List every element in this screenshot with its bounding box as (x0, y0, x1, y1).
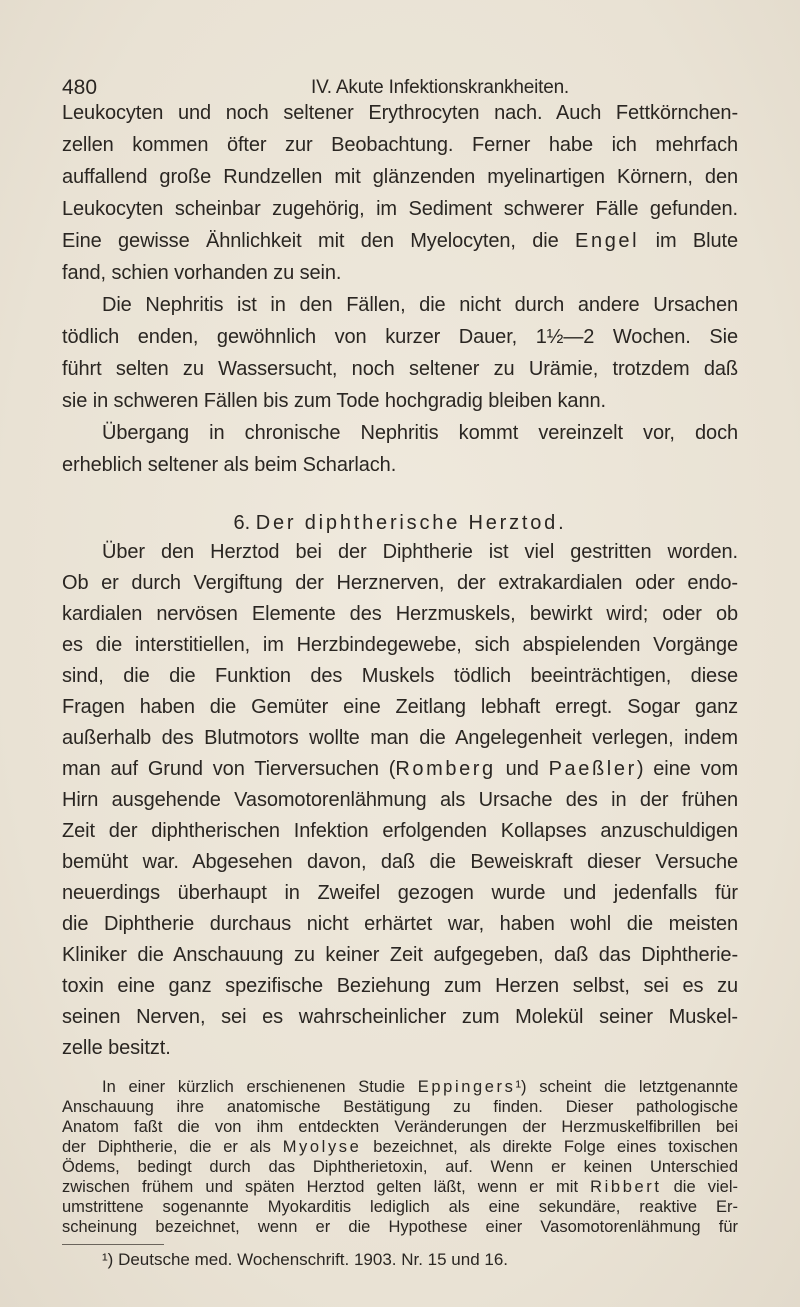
footnote-rule (62, 1244, 164, 1245)
text-segment: ) eine vom (636, 758, 739, 780)
text-segment: umstrittene sogenannte Myokarditis lediglich als eine sekundäre, reaktive Er- (62, 1198, 738, 1216)
text-segment: führt selten zu Wassersucht, noch seltener zu Urämie, trotzdem daß (62, 358, 738, 380)
text-segment: die viel- (661, 1178, 738, 1196)
text-line (62, 1178, 738, 1197)
text-segment: toxin eine ganz spezifische Beziehung zum Herzen selbst, sei es zu (62, 975, 738, 997)
spaced-name: Eppingers (417, 1078, 516, 1096)
text-segment: Über den Herztod bei der Diphtherie ist viel gestritten worden. (102, 541, 738, 563)
text-segment: erheblich seltener als beim Scharlach. (62, 454, 397, 476)
text-segment: fand, schien vorhanden zu sein. (62, 262, 342, 284)
text-segment: sie in schweren Fällen bis zum Tode hochgradig bleiben kann. (62, 390, 606, 412)
spaced-name: Myolyse (282, 1138, 362, 1156)
text-line (62, 665, 738, 688)
text-segment: seinen Nerven, sei es wahrscheinlicher zum Molekül seiner Muskel- (62, 1006, 738, 1028)
text-line (62, 975, 738, 998)
text-segment: Leukocyten und noch seltener Erythrocyten nach. Auch Fettkörnchen- (62, 102, 738, 124)
text-line (62, 1218, 738, 1237)
text-line (62, 758, 738, 781)
text-line (62, 134, 738, 157)
text-segment: bemüht war. Abgesehen davon, daß die Beweiskraft dieser Versuche (62, 851, 738, 873)
text-segment: Anschauung ihre anatomische Bestätigung zu finden. Dieser pathologische (62, 1098, 738, 1116)
text-segment: tödlich enden, gewöhnlich von kurzer Dauer, 1½—2 Wochen. Sie (62, 326, 738, 348)
running-header: IV. Akute Infektionskrankheiten. (311, 77, 570, 98)
text-segment: Hirn ausgehende Vasomotorenlähmung als Ursache des in der frühen (62, 789, 738, 811)
text-segment: zellen kommen öfter zur Beobachtung. Ferner habe ich mehrfach (62, 134, 738, 156)
text-line (62, 294, 738, 317)
footnote (102, 1250, 508, 1270)
text-segment: der Diphtherie, die er als (62, 1138, 283, 1156)
text-segment: sind, die die Funktion des Muskels tödlich beeinträchtigen, diese (62, 665, 738, 687)
text-segment: man auf Grund von Tierversuchen ( (62, 758, 396, 780)
footnote-text: Deutsche med. Wochenschrift. 1903. Nr. 15 und 16. (118, 1250, 509, 1269)
text-segment: Leukocyten scheinbar zugehörig, im Sediment schwerer Fälle gefunden. (62, 198, 738, 220)
text-segment: Anatom faßt die von ihm entdeckten Veränderungen der Herzmuskelfibrillen bei (62, 1118, 738, 1136)
text-line (62, 102, 738, 125)
section-heading (0, 512, 800, 535)
text-line (62, 789, 738, 812)
text-segment: im Blute (639, 230, 738, 252)
text-segment: scheinung bezeichnet, wenn er die Hypothese einer Vasomotorenlähmung für (62, 1218, 738, 1236)
section-number: 6. (233, 512, 251, 534)
page-number: 480 (62, 76, 98, 99)
spaced-name: Ribbert (590, 1178, 662, 1196)
text-line (62, 1198, 738, 1217)
text-segment: ¹) scheint die letztgenannte (515, 1078, 738, 1096)
text-line (62, 913, 738, 936)
text-line (62, 1138, 738, 1157)
footnote-marker: ¹) (102, 1250, 114, 1269)
text-segment: Die Nephritis ist in den Fällen, die nicht durch andere Ursachen (102, 294, 738, 316)
text-line (62, 944, 738, 967)
spaced-name: Engel (575, 230, 640, 252)
text-line (62, 358, 738, 381)
text-line (62, 820, 738, 843)
text-line (62, 851, 738, 874)
text-line (62, 1158, 738, 1177)
text-line (62, 454, 738, 477)
text-line (62, 541, 738, 564)
text-line (62, 262, 738, 285)
text-line (62, 1098, 738, 1117)
text-line (62, 696, 738, 719)
text-segment: Ödems, bedingt durch das Diphtherietoxin, auf. Wenn er keinen Unterschied (62, 1158, 738, 1176)
text-segment: Eine gewisse Ähnlichkeit mit den Myelocyten, die (62, 230, 576, 252)
spaced-name: Paeßler (548, 758, 637, 780)
text-segment: kardialen nervösen Elemente des Herzmuskels, bewirkt wird; oder ob (62, 603, 738, 625)
text-line (62, 882, 738, 905)
spaced-name: Romberg (395, 758, 496, 780)
text-segment: neuerdings überhaupt in Zweifel gezogen wurde und jedenfalls für (62, 882, 738, 904)
text-line (62, 166, 738, 189)
text-segment: Zeit der diphtherischen Infektion erfolgenden Kollapses anzuschuldigen (62, 820, 738, 842)
text-segment: zwischen frühem und späten Herztod gelten läßt, wenn er mit (62, 1178, 591, 1196)
text-segment: auffallend große Rundzellen mit glänzenden myelinartigen Körnern, den (62, 166, 738, 188)
text-segment: zelle besitzt. (62, 1037, 171, 1059)
text-line (62, 1006, 738, 1029)
text-line (62, 422, 738, 445)
text-segment: Fragen haben die Gemüter eine Zeitlang lebhaft erregt. Sogar ganz (62, 696, 738, 718)
text-line (62, 326, 738, 349)
text-segment: bezeichnet, als direkte Folge eines toxischen (361, 1138, 738, 1156)
text-line (62, 1118, 738, 1137)
text-line (62, 634, 738, 657)
text-line (62, 727, 738, 750)
text-segment: In einer kürzlich erschienenen Studie (102, 1078, 418, 1096)
section-title: Der diphtherische Herztod. (255, 512, 567, 534)
text-segment: Ob er durch Vergiftung der Herznerven, der extrakardialen oder endo- (62, 572, 738, 594)
text-segment: die Diphtherie durchaus nicht erhärtet war, haben wohl die meisten (62, 913, 738, 935)
text-segment: außerhalb des Blutmotors wollte man die Angelegenheit verlegen, indem (62, 727, 738, 749)
text-line (62, 390, 738, 413)
text-line (62, 603, 738, 626)
text-line (62, 1078, 738, 1097)
text-segment: Kliniker die Anschauung zu keiner Zeit aufgegeben, daß das Diphtherie- (62, 944, 738, 966)
text-segment: Übergang in chronische Nephritis kommt vereinzelt vor, doch (102, 422, 738, 444)
text-line (62, 1037, 738, 1060)
text-line (62, 572, 738, 595)
text-segment: es die interstitiellen, im Herzbindegewebe, sich abspielenden Vorgänge (62, 634, 738, 656)
text-line (62, 198, 738, 221)
text-segment: und (495, 758, 549, 780)
text-line (62, 230, 738, 253)
